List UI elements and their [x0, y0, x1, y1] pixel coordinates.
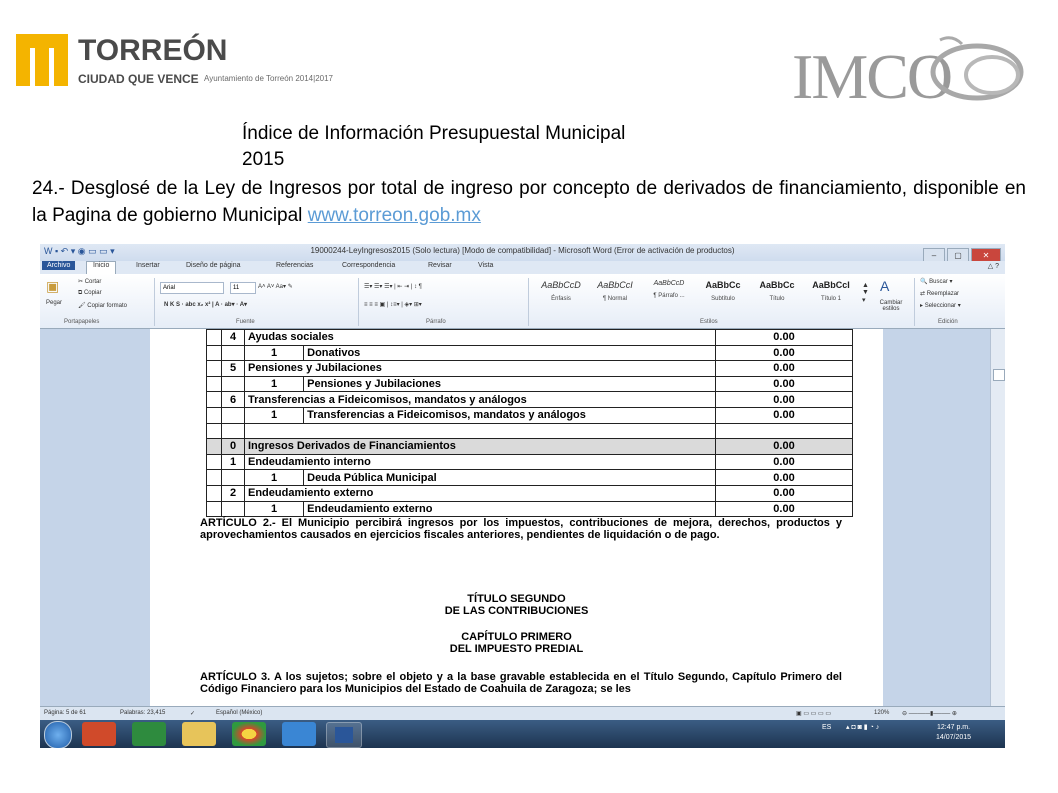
row-number — [222, 470, 245, 486]
document-page[interactable] — [150, 329, 883, 706]
row-concept: Pensiones y Jubilaciones — [245, 361, 716, 377]
clipboard-group-label: Portapapeles — [64, 319, 100, 325]
row-value: 0.00 — [716, 454, 853, 470]
row-subnumber: 1 — [245, 345, 304, 361]
word-taskbar-icon[interactable] — [326, 722, 362, 748]
tab-referencias[interactable]: Referencias — [276, 262, 314, 269]
styles-scroll-icon[interactable]: ▲ ▼ ▾ — [862, 282, 869, 304]
font-group-label: Fuente — [236, 319, 255, 325]
row-concept — [245, 423, 716, 439]
tray-icons[interactable]: ▴ ◘ ◙ ▮ ◔ ♪ — [846, 724, 880, 731]
start-button-icon[interactable] — [44, 721, 72, 748]
vertical-scrollbar[interactable] — [990, 329, 1005, 706]
row-number: 2 — [222, 485, 245, 501]
row-value: 0.00 — [716, 485, 853, 501]
proofing-icon[interactable]: ✓ — [190, 711, 196, 717]
status-bar — [40, 706, 1005, 721]
row-concept: Pensiones y Jubilaciones — [304, 376, 716, 392]
styles-group-label: Estilos — [700, 319, 718, 325]
row-concept: Endeudamiento externo — [245, 485, 716, 501]
row-concept: Ayudas sociales — [245, 330, 716, 346]
style-titulo-1[interactable]: AaBbCcI Título 1 — [812, 280, 850, 302]
row-value: 0.00 — [716, 361, 853, 377]
row-number: 1 — [222, 454, 245, 470]
style-subtitulo[interactable]: AaBbCc Subtítulo — [705, 280, 741, 302]
table-row — [207, 423, 853, 439]
quick-access-toolbar[interactable]: W ▪ ↶ ▾ ◉ ▭ ▭ ▾ — [44, 246, 115, 256]
article-3: ARTÍCULO 3. A los sujetos; sobre el objeto y a la base gravable establecida en el Título Segundo, Capítulo Primero del Código Financiero para los Municipios del Estado de Coahuila de Zaragoza; se les — [200, 671, 842, 695]
copy-button[interactable]: ⧉ Copiar — [78, 290, 102, 296]
row-concept: Endeudamiento externo — [304, 501, 716, 517]
row-concept: Deuda Pública Municipal — [304, 470, 716, 486]
tab-archivo[interactable]: Archivo — [42, 261, 75, 270]
status-words[interactable]: Palabras: 23,415 — [120, 710, 166, 716]
document-area — [40, 329, 1005, 706]
row-concept: Transferencias a Fideicomisos, mandatos y análogos — [245, 392, 716, 408]
font-name-field[interactable]: Arial — [160, 282, 224, 294]
ie-icon[interactable] — [282, 722, 316, 746]
clock[interactable]: 12:47 p.m. 14/07/2015 — [936, 724, 972, 741]
table-row — [207, 392, 853, 408]
imco-swirl-icon — [922, 30, 1032, 110]
zoom-level[interactable]: 120% — [874, 710, 890, 716]
torreon-link[interactable]: www.torreon.gob.mx — [307, 205, 481, 226]
row-number: 5 — [222, 361, 245, 377]
row-subnumber: 1 — [245, 501, 304, 517]
font-format-icons[interactable]: N K S · abc x₂ x² | A · ab▾ · A▾ — [164, 302, 248, 308]
torreon-logo-subtitle: Ayuntamiento de Torreón 2014|2017 — [204, 74, 333, 83]
row-value: 0.00 — [716, 392, 853, 408]
table-row — [207, 439, 853, 455]
row-number: 4 — [222, 330, 245, 346]
paste-button[interactable]: Pegar — [46, 300, 63, 306]
scroll-thumb[interactable] — [993, 369, 1005, 381]
row-concept: Donativos — [304, 345, 716, 361]
style-parrafo[interactable]: AaBbCcD ¶ Párrafo ... — [653, 280, 685, 299]
row-concept: Ingresos Derivados de Financiamientos — [245, 439, 716, 455]
explorer-icon[interactable] — [182, 722, 216, 746]
style-normal[interactable]: AaBbCcI ¶ Normal — [597, 280, 633, 302]
row-number — [222, 423, 245, 439]
title-line-2: 2015 — [242, 149, 285, 170]
row-number — [222, 376, 245, 392]
row-subnumber: 1 — [245, 407, 304, 423]
language-indicator[interactable]: ES — [822, 724, 832, 731]
table-row — [207, 501, 853, 517]
table-row — [207, 361, 853, 377]
editing-group-label: Edición — [938, 319, 958, 325]
style-titulo[interactable]: AaBbCc Título — [759, 280, 795, 302]
table-row — [207, 345, 853, 361]
row-value: 0.00 — [716, 376, 853, 392]
ribbon — [40, 274, 1005, 329]
title-bar — [40, 244, 1005, 261]
status-page[interactable]: Página: 5 de 61 — [44, 710, 87, 716]
tab-revisar[interactable]: Revisar — [428, 262, 452, 269]
description-text: 24.- Desglosé de la Ley de Ingresos por total de ingreso por concepto de derivados de financiamiento, disponible en la Pagina de gobierno Municipal — [32, 178, 1026, 226]
row-concept: Endeudamiento interno — [245, 454, 716, 470]
row-value: 0.00 — [716, 330, 853, 346]
help-icon[interactable]: △ ? — [987, 263, 999, 270]
page-title — [242, 121, 625, 173]
excel-icon[interactable] — [132, 722, 166, 746]
powerpoint-icon[interactable] — [82, 722, 116, 746]
table-row — [207, 376, 853, 392]
row-value: 0.00 — [716, 501, 853, 517]
word-window — [40, 244, 1005, 748]
font-size-field[interactable]: 11 — [230, 282, 256, 294]
article-2: ARTÍCULO 2.- El Municipio percibirá ingresos por los impuestos, contribuciones de mejora, derechos, productos y aprovechamientos causados en ejercicios fiscales anteriores, pendientes de liquidación o de pago. — [200, 517, 842, 541]
window-title: 19000244-LeyIngresos2015 (Solo lectura) [Modo de compatibilidad] - Microsoft Word (Error de activación de productos) — [310, 246, 735, 255]
paste-icon[interactable]: ▣ — [46, 278, 60, 294]
close-button[interactable]: ✕ — [971, 248, 1001, 263]
tab-insertar[interactable]: Insertar — [136, 262, 160, 269]
chrome-icon[interactable] — [232, 722, 266, 746]
income-table — [206, 329, 853, 517]
row-value: 0.00 — [716, 407, 853, 423]
torreon-mark-icon — [16, 34, 68, 86]
row-concept: Transferencias a Fideicomisos, mandatos y análogos — [304, 407, 716, 423]
paragraph-group-label: Párrafo — [426, 319, 446, 325]
torreon-logo-tagline: CIUDAD QUE VENCE — [78, 72, 199, 86]
status-language[interactable]: Español (México) — [216, 710, 263, 716]
taskbar — [40, 720, 1005, 748]
table-row — [207, 454, 853, 470]
row-number — [222, 501, 245, 517]
row-subnumber: 1 — [245, 376, 304, 392]
row-subnumber: 1 — [245, 470, 304, 486]
minimize-button[interactable]: – — [923, 248, 945, 263]
format-painter-button[interactable]: 🖌 Copiar formato — [78, 303, 127, 309]
row-value: 0.00 — [716, 439, 853, 455]
row-number — [222, 345, 245, 361]
row-value: 0.00 — [716, 345, 853, 361]
change-styles-icon[interactable]: A — [880, 278, 890, 294]
tab-diseno[interactable]: Diseño de página — [186, 262, 241, 269]
grow-font-icon[interactable]: A˄ A˅ Aa▾ ✎ — [258, 284, 293, 290]
table-row — [207, 470, 853, 486]
tab-inicio[interactable]: Inicio — [86, 261, 116, 274]
description — [32, 175, 1026, 229]
align-icons[interactable]: ≡ ≡ ≡ ▣ | ↕≡▾ | ◈▾ ⊞▾ — [364, 302, 422, 308]
table-row — [207, 330, 853, 346]
ribbon-tabs — [40, 261, 1005, 274]
tab-correspondencia[interactable]: Correspondencia — [342, 262, 396, 269]
title-second: TÍTULO SEGUNDO DE LAS CONTRIBUCIONES — [444, 593, 589, 617]
cut-button[interactable]: ✂ Cortar — [78, 279, 102, 285]
select-button[interactable]: ▸ Seleccionar ▾ — [920, 303, 961, 309]
torreon-logo — [16, 34, 406, 90]
row-value: 0.00 — [716, 470, 853, 486]
imco-logo-name: IMCO — [792, 41, 952, 112]
chapter-first: CAPÍTULO PRIMERO DEL IMPUESTO PREDIAL — [449, 631, 584, 655]
imco-logo — [792, 30, 1032, 110]
row-value — [716, 423, 853, 439]
zoom-slider[interactable]: ⊖ ─────▮──── ⊕ — [902, 711, 957, 717]
tab-vista[interactable]: Vista — [478, 262, 494, 269]
replace-button[interactable]: ⇄ Reemplazar — [920, 291, 960, 297]
find-button[interactable]: 🔍 Buscar ▾ — [920, 279, 953, 285]
table-row — [207, 407, 853, 423]
change-styles-button[interactable]: Cambiar estilos — [879, 300, 903, 312]
style-enfasis[interactable]: AaBbCcD Énfasis — [541, 280, 581, 302]
row-number: 0 — [222, 439, 245, 455]
torreon-logo-name: TORREÓN — [78, 34, 228, 67]
maximize-button[interactable]: ▢ — [947, 248, 969, 263]
list-icons[interactable]: ☰▾ ☰▾ ☰▾ | ⇤ ⇥ | ↕ ¶ — [364, 284, 422, 290]
row-number — [222, 407, 245, 423]
row-number: 6 — [222, 392, 245, 408]
table-row — [207, 485, 853, 501]
title-line-1: Índice de Información Presupuestal Municipal — [242, 123, 626, 144]
view-buttons[interactable]: ▣ ▭ ▭ ▭ ▭ — [796, 711, 832, 717]
